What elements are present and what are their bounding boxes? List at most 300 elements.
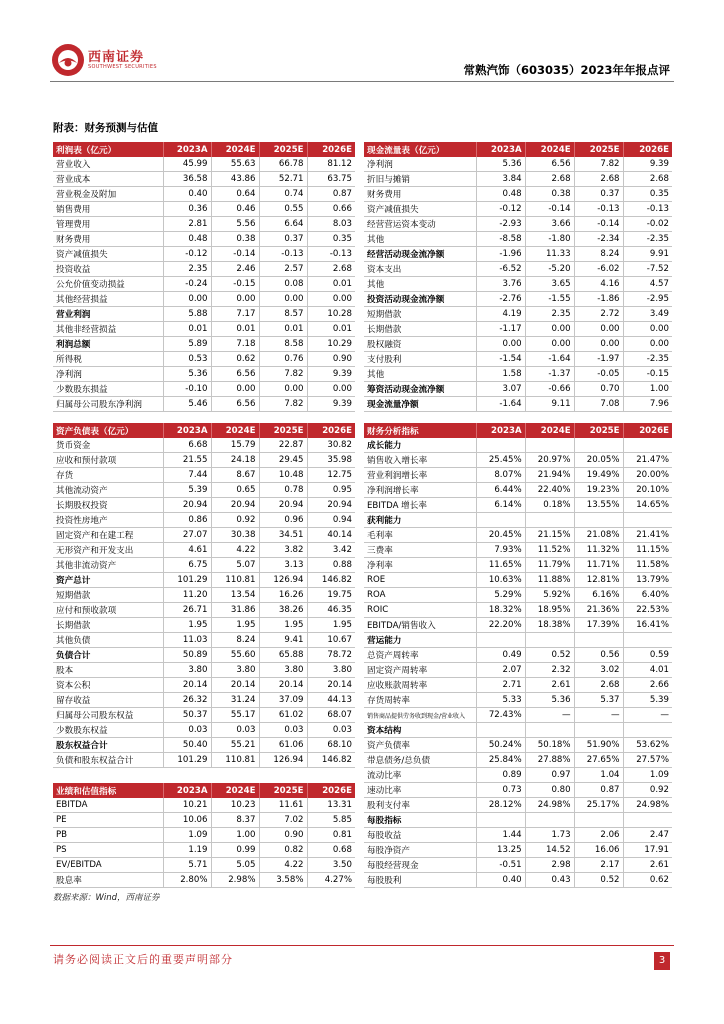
row-value: 22.20% (476, 618, 525, 633)
row-value: 6.14% (476, 498, 525, 513)
year-header: 2026E (307, 423, 355, 438)
row-value: 2.46 (211, 262, 259, 277)
row-value: 26.71 (163, 603, 211, 618)
table-row (364, 873, 672, 888)
row-value: 4.22 (211, 543, 259, 558)
year-header: 2024E (525, 142, 574, 157)
row-label: 应收和预付款项 (53, 453, 163, 468)
row-value: 10.29 (307, 337, 355, 352)
row-value: 5.39 (163, 483, 211, 498)
row-value: -2.76 (476, 292, 525, 307)
row-value: 9.11 (525, 397, 574, 412)
row-value: 5.85 (307, 813, 355, 828)
row-value: 2.72 (574, 307, 623, 322)
balance-sheet-table (53, 423, 355, 768)
row-label: 公允价值变动损益 (53, 277, 163, 292)
table-row (53, 858, 355, 873)
row-value: -0.13 (623, 202, 672, 217)
table-row (53, 217, 355, 232)
row-value (476, 633, 525, 648)
row-label: EBITDA/销售收入 (364, 618, 476, 633)
row-value: 20.14 (211, 678, 259, 693)
row-value: -1.64 (476, 397, 525, 412)
row-value: 0.03 (163, 723, 211, 738)
year-header: 2025E (259, 423, 307, 438)
table-row (364, 738, 672, 753)
row-value: 0.90 (259, 828, 307, 843)
table-row (364, 558, 672, 573)
row-label: 净利率 (364, 558, 476, 573)
row-value: 0.00 (623, 322, 672, 337)
table-row (364, 813, 672, 828)
row-value (574, 633, 623, 648)
table-row (364, 157, 672, 172)
row-value: 36.58 (163, 172, 211, 187)
table-row (53, 663, 355, 678)
row-value: 30.82 (307, 438, 355, 453)
row-value: -0.14 (574, 217, 623, 232)
row-value: -2.93 (476, 217, 525, 232)
row-label: 无形资产和开发支出 (53, 543, 163, 558)
table-row (364, 202, 672, 217)
row-value: 10.63% (476, 573, 525, 588)
row-value: -1.80 (525, 232, 574, 247)
row-label: 其他负债 (53, 633, 163, 648)
row-value: 0.03 (211, 723, 259, 738)
row-value: 101.29 (163, 753, 211, 768)
row-label: 净利润 (364, 157, 476, 172)
row-label: 营业税金及附加 (53, 187, 163, 202)
row-value: 0.38 (525, 187, 574, 202)
row-value: 18.32% (476, 603, 525, 618)
row-value: 5.36 (476, 157, 525, 172)
row-value: 5.37 (574, 693, 623, 708)
row-value: 0.01 (259, 322, 307, 337)
row-value: 50.18% (525, 738, 574, 753)
row-value: 5.05 (211, 858, 259, 873)
row-value: 8.37 (211, 813, 259, 828)
row-value: 7.82 (259, 367, 307, 382)
row-value: 1.19 (163, 843, 211, 858)
table-row (53, 708, 355, 723)
row-label: EBITDA (53, 798, 163, 813)
row-value: 0.95 (307, 483, 355, 498)
row-value: 0.78 (259, 483, 307, 498)
row-value: 1.09 (623, 768, 672, 783)
table-title: 利润表（亿元） (53, 142, 163, 157)
row-value: 0.01 (307, 322, 355, 337)
row-value: 2.32 (525, 663, 574, 678)
table-row (364, 247, 672, 262)
year-header: 2025E (259, 142, 307, 157)
table-row (364, 723, 672, 738)
row-label: 速动比率 (364, 783, 476, 798)
row-value: 27.65% (574, 753, 623, 768)
row-label: 长期借款 (53, 618, 163, 633)
row-value: 2.57 (259, 262, 307, 277)
row-value: 0.00 (307, 292, 355, 307)
row-value: 18.38% (525, 618, 574, 633)
row-value: 2.47 (623, 828, 672, 843)
table-row (53, 187, 355, 202)
row-value: 9.39 (307, 397, 355, 412)
table-row (53, 843, 355, 858)
row-value: -0.15 (211, 277, 259, 292)
row-value: 0.97 (525, 768, 574, 783)
row-value: 22.53% (623, 603, 672, 618)
row-value (525, 633, 574, 648)
row-value: 2.68 (525, 172, 574, 187)
row-value: 17.39% (574, 618, 623, 633)
table-row (53, 828, 355, 843)
company-logo-icon (50, 42, 86, 78)
table-row (53, 618, 355, 633)
row-value: 110.81 (211, 573, 259, 588)
row-value: 11.03 (163, 633, 211, 648)
row-value: -0.02 (623, 217, 672, 232)
row-value: 25.45% (476, 453, 525, 468)
table-row (53, 543, 355, 558)
row-value: 0.99 (211, 843, 259, 858)
row-value (623, 438, 672, 453)
row-value: 1.95 (307, 618, 355, 633)
row-value: 0.92 (211, 513, 259, 528)
year-header: 2026E (307, 783, 355, 798)
row-value: 13.31 (307, 798, 355, 813)
row-value: 25.84% (476, 753, 525, 768)
row-value: 1.95 (259, 618, 307, 633)
row-value: 0.00 (259, 382, 307, 397)
row-value: 5.56 (211, 217, 259, 232)
row-value: -0.15 (623, 367, 672, 382)
row-value: 5.89 (163, 337, 211, 352)
row-value: 68.07 (307, 708, 355, 723)
row-value: 4.19 (476, 307, 525, 322)
row-value: 78.72 (307, 648, 355, 663)
table-row (53, 633, 355, 648)
row-value: 0.03 (307, 723, 355, 738)
row-value: 21.94% (525, 468, 574, 483)
row-value: 5.33 (476, 693, 525, 708)
row-value: 2.68 (623, 172, 672, 187)
row-value: 3.02 (574, 663, 623, 678)
row-label: 负债合计 (53, 648, 163, 663)
row-value: 0.81 (307, 828, 355, 843)
row-label: 带息债务/总负债 (364, 753, 476, 768)
table-row (364, 277, 672, 292)
row-label: 长期股权投资 (53, 498, 163, 513)
page-number: 3 (654, 952, 670, 970)
row-value: 2.66 (623, 678, 672, 693)
row-value: 0.74 (259, 187, 307, 202)
row-label: 其他 (364, 277, 476, 292)
row-label: 归属母公司股东权益 (53, 708, 163, 723)
table-row (364, 573, 672, 588)
row-value: 0.36 (163, 202, 211, 217)
table-row (53, 292, 355, 307)
row-label: 获利能力 (364, 513, 476, 528)
row-label: 销售收入增长率 (364, 453, 476, 468)
row-value: 12.75 (307, 468, 355, 483)
row-value: 34.51 (259, 528, 307, 543)
row-value: 66.78 (259, 157, 307, 172)
row-value: 20.00% (623, 468, 672, 483)
row-value (476, 438, 525, 453)
row-label: 投资收益 (53, 262, 163, 277)
row-value: 0.89 (476, 768, 525, 783)
row-value: 26.32 (163, 693, 211, 708)
row-label: 其他非流动资产 (53, 558, 163, 573)
row-value: 0.00 (307, 382, 355, 397)
row-value: 50.89 (163, 648, 211, 663)
table-row (364, 172, 672, 187)
row-label: 投资性房地产 (53, 513, 163, 528)
year-header: 2024E (525, 423, 574, 438)
row-label: 财务费用 (364, 187, 476, 202)
row-value: 6.16% (574, 588, 623, 603)
row-value (476, 513, 525, 528)
row-value: 11.15% (623, 543, 672, 558)
row-value: 3.80 (211, 663, 259, 678)
row-value: 8.24 (574, 247, 623, 262)
row-value: 0.49 (476, 648, 525, 663)
row-value: 0.96 (259, 513, 307, 528)
row-value: 5.07 (211, 558, 259, 573)
row-value: 0.38 (211, 232, 259, 247)
row-value: -1.55 (525, 292, 574, 307)
row-value: 55.17 (211, 708, 259, 723)
row-value: 0.00 (525, 337, 574, 352)
row-value: 20.05% (574, 453, 623, 468)
row-value: 46.35 (307, 603, 355, 618)
row-value: 13.54 (211, 588, 259, 603)
row-value: 0.59 (623, 648, 672, 663)
row-label: 总资产周转率 (364, 648, 476, 663)
table-row (364, 588, 672, 603)
row-value: 22.40% (525, 483, 574, 498)
row-value: 0.48 (476, 187, 525, 202)
row-value: 4.61 (163, 543, 211, 558)
row-value: 50.40 (163, 738, 211, 753)
row-value: 72.43% (476, 708, 525, 723)
table-row (53, 232, 355, 247)
row-value: 14.52 (525, 843, 574, 858)
row-label: 长期借款 (364, 322, 476, 337)
row-value: -8.58 (476, 232, 525, 247)
row-value: 0.90 (307, 352, 355, 367)
row-value: 6.75 (163, 558, 211, 573)
row-value: 50.24% (476, 738, 525, 753)
row-label: 股东权益合计 (53, 738, 163, 753)
row-label: 股利支付率 (364, 798, 476, 813)
table-row (364, 322, 672, 337)
row-value: -2.34 (574, 232, 623, 247)
row-value: 14.65% (623, 498, 672, 513)
row-value: 0.35 (307, 232, 355, 247)
row-label: 管理费用 (53, 217, 163, 232)
row-label: 货币资金 (53, 438, 163, 453)
table-row (364, 187, 672, 202)
table-row (53, 202, 355, 217)
row-value: 126.94 (259, 573, 307, 588)
row-label: 股本 (53, 663, 163, 678)
row-label: 三费率 (364, 543, 476, 558)
row-label: 筹资活动现金流净额 (364, 382, 476, 397)
row-value: -0.13 (259, 247, 307, 262)
row-value: 4.01 (623, 663, 672, 678)
row-label: 股权融资 (364, 337, 476, 352)
table-row (364, 453, 672, 468)
row-value (623, 513, 672, 528)
year-header: 2025E (574, 142, 623, 157)
row-value: 81.12 (307, 157, 355, 172)
row-label: 折旧与摊销 (364, 172, 476, 187)
row-value: 0.86 (163, 513, 211, 528)
table-row (53, 307, 355, 322)
row-value: 3.80 (259, 663, 307, 678)
table-row (364, 367, 672, 382)
row-value: 61.02 (259, 708, 307, 723)
row-value: 6.64 (259, 217, 307, 232)
row-value: 16.41% (623, 618, 672, 633)
table-title: 资产负债表（亿元） (53, 423, 163, 438)
row-value: 21.36% (574, 603, 623, 618)
row-label: 其他经营损益 (53, 292, 163, 307)
row-value: 4.57 (623, 277, 672, 292)
row-label: 每股收益 (364, 828, 476, 843)
row-value: 1.44 (476, 828, 525, 843)
row-value: 5.36 (525, 693, 574, 708)
row-value: 1.04 (574, 768, 623, 783)
row-value: 3.80 (163, 663, 211, 678)
table-row (364, 528, 672, 543)
row-value: 20.45% (476, 528, 525, 543)
row-label: EBITDA 增长率 (364, 498, 476, 513)
row-value: 1.00 (623, 382, 672, 397)
row-label: 归属母公司股东净利润 (53, 397, 163, 412)
row-label: 投资活动现金流净额 (364, 292, 476, 307)
row-value: 10.48 (259, 468, 307, 483)
table-row (364, 753, 672, 768)
row-value: 10.06 (163, 813, 211, 828)
row-label: 流动比率 (364, 768, 476, 783)
row-label: 其他流动资产 (53, 483, 163, 498)
row-value: 0.35 (623, 187, 672, 202)
table-row (53, 483, 355, 498)
row-value: 126.94 (259, 753, 307, 768)
row-value: 3.65 (525, 277, 574, 292)
row-value: 68.10 (307, 738, 355, 753)
row-value: 3.42 (307, 543, 355, 558)
row-label: 固定资产和在建工程 (53, 528, 163, 543)
row-value: 7.96 (623, 397, 672, 412)
row-value: 37.09 (259, 693, 307, 708)
row-value: 51.90% (574, 738, 623, 753)
table-row (364, 397, 672, 412)
valuation-table (53, 783, 355, 888)
row-label: 营业利润 (53, 307, 163, 322)
table-row (364, 262, 672, 277)
row-value: -1.64 (525, 352, 574, 367)
row-value: 0.52 (574, 873, 623, 888)
table-row (53, 352, 355, 367)
year-header: 2024E (211, 783, 259, 798)
row-value: 19.49% (574, 468, 623, 483)
table-row (364, 663, 672, 678)
row-value: 24.98% (623, 798, 672, 813)
row-value: 11.79% (525, 558, 574, 573)
row-value: 0.01 (307, 277, 355, 292)
row-value: 0.00 (476, 337, 525, 352)
row-value: 1.09 (163, 828, 211, 843)
row-value: -1.97 (574, 352, 623, 367)
row-value: 18.95% (525, 603, 574, 618)
table-row (53, 873, 355, 888)
table-title: 现金流量表（亿元） (364, 142, 476, 157)
table-row (364, 828, 672, 843)
row-value: 8.07% (476, 468, 525, 483)
row-value: 0.46 (211, 202, 259, 217)
row-value: 7.08 (574, 397, 623, 412)
row-value: 0.64 (211, 187, 259, 202)
table-row (364, 513, 672, 528)
row-value: 20.14 (307, 678, 355, 693)
row-value: 6.40% (623, 588, 672, 603)
row-value: 27.88% (525, 753, 574, 768)
table-row (53, 382, 355, 397)
row-value: 6.56 (211, 367, 259, 382)
row-value: 2.07 (476, 663, 525, 678)
year-header: 2025E (574, 423, 623, 438)
row-value: 7.02 (259, 813, 307, 828)
table-row (53, 573, 355, 588)
row-value (476, 813, 525, 828)
row-value: 0.68 (307, 843, 355, 858)
row-value: -0.66 (525, 382, 574, 397)
row-value: 11.65% (476, 558, 525, 573)
table-row (53, 603, 355, 618)
table-row (364, 858, 672, 873)
row-value: 22.87 (259, 438, 307, 453)
row-value: 0.94 (307, 513, 355, 528)
row-value: 44.13 (307, 693, 355, 708)
table-row (53, 498, 355, 513)
row-label: 成长能力 (364, 438, 476, 453)
row-value: -0.51 (476, 858, 525, 873)
row-value: 21.55 (163, 453, 211, 468)
row-value: 0.62 (623, 873, 672, 888)
table-row (53, 367, 355, 382)
row-value: 8.67 (211, 468, 259, 483)
disclaimer-text: 请务必阅读正文后的重要声明部分 (53, 953, 233, 966)
row-value: 0.66 (307, 202, 355, 217)
row-value: 5.39 (623, 693, 672, 708)
table-row (53, 558, 355, 573)
table-title: 业绩和估值指标 (53, 783, 163, 798)
row-label: 固定资产周转率 (364, 663, 476, 678)
row-value: 101.29 (163, 573, 211, 588)
row-value: 6.56 (525, 157, 574, 172)
row-value: 55.60 (211, 648, 259, 663)
table-row (364, 633, 672, 648)
row-value: -1.96 (476, 247, 525, 262)
row-value: 10.21 (163, 798, 211, 813)
row-value (574, 813, 623, 828)
row-value: -0.12 (163, 247, 211, 262)
row-value: 52.71 (259, 172, 307, 187)
row-value: 3.58% (259, 873, 307, 888)
row-value: 0.43 (525, 873, 574, 888)
